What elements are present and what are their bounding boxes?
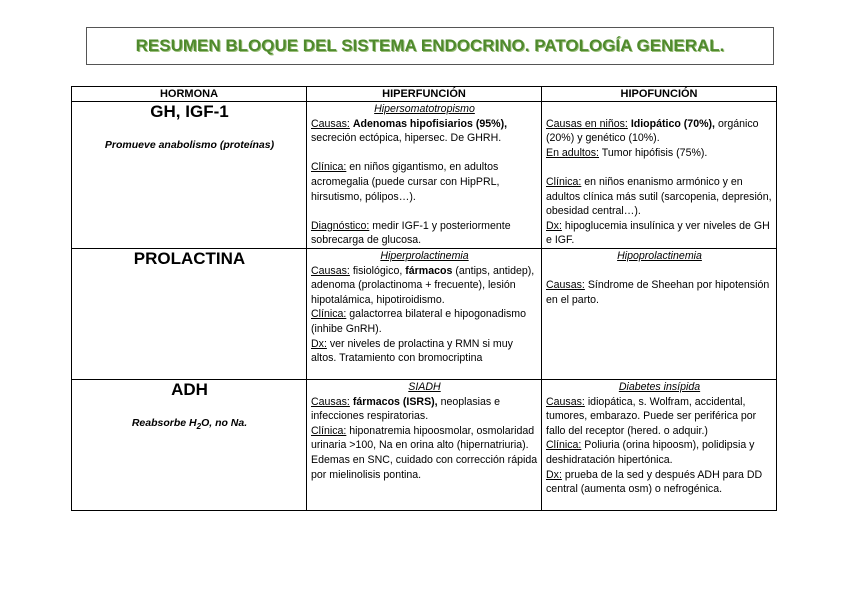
diagnostico-text: medir IGF-1 y posteriormente sobrecarga de glucosa.	[311, 219, 511, 247]
causas-bold: Adenomas hipofisiarios (95%),	[352, 117, 508, 130]
label-clinica: Clínica:	[311, 308, 347, 321]
hormone-cell-gh	[72, 102, 307, 249]
clinica-text: galactorrea bilateral e hipogonadismo (inhibe GnRH).	[311, 308, 526, 335]
dx-text: prueba de la sed y después ADH para DD central (aumenta osm) o nefrogénica.	[546, 468, 763, 496]
causas-text: Síndrome de Sheehan por hipotensión en el parto.	[546, 279, 770, 306]
title-box	[86, 27, 774, 65]
dx-text: hipoglucemia insulínica y ver niveles de GH e IGF.	[546, 219, 770, 247]
subtitle-adh-hipo: Diabetes insípida	[618, 380, 701, 393]
hormone-name-prolactina: PROLACTINA	[133, 248, 246, 268]
subtitle-gh-hiper: Hipersomatotropismo	[374, 103, 475, 115]
table-row-prolactina	[72, 248, 777, 379]
label-clinica: Clínica:	[546, 439, 582, 452]
hormone-cell-prolactina	[72, 248, 307, 379]
table-row-adh	[72, 379, 777, 510]
adultos-text: Tumor hipófisis (75%).	[601, 146, 708, 159]
hiper-cell-prolactina	[307, 248, 542, 379]
label-dx: Dx:	[546, 468, 562, 481]
label-causas: Causas en niños:	[546, 117, 628, 130]
hormone-note-gh: Promueve anabolismo (proteínas)	[104, 139, 275, 151]
header-hiperfuncion: HIPERFUNCIÓN	[307, 87, 542, 102]
clinica-text: en niños enanismo armónico y en adultos clínica más sutil (sarcopenia, depresión, obesidad central…).	[546, 175, 772, 218]
subtitle-prl-hipo: Hipoprolactinemia	[617, 249, 702, 262]
causas-text: secreción ectópica, hipersec. De GHRH.	[311, 132, 502, 145]
label-causas: Causas:	[311, 117, 350, 130]
hormone-note-adh: Reabsorbe $H_2O$, no Na.	[131, 416, 248, 432]
header-row	[72, 87, 777, 102]
hormone-name-gh: GH, IGF-1	[150, 102, 229, 121]
causas-text: orgánico (20%) y genético (10%).	[546, 117, 759, 145]
subtitle-prl-hiper: Hiperprolactinemia	[380, 249, 469, 262]
table-row-gh	[72, 102, 777, 249]
causas-text: (antips, antidep), adenoma (prolactinoma + frecuente), lesión hipotalámica, hipotiroidismo.	[311, 264, 535, 306]
causas-bold: Idiopático (70%),	[630, 117, 715, 130]
hipo-cell-gh	[542, 102, 777, 249]
label-dx: Dx:	[311, 337, 327, 350]
hormone-cell-adh	[72, 379, 307, 510]
clinica-text: Poliuria (orina hipoosm), polidipsia y deshidratación hipertónica.	[546, 439, 755, 466]
dx-text: ver niveles de prolactina y RMN si muy altos. Tratamiento con bromocriptina	[311, 337, 513, 365]
hipo-cell-adh	[542, 379, 777, 510]
header-hormona: HORMONA	[72, 87, 307, 102]
label-adultos: En adultos:	[546, 146, 600, 159]
label-dx: Dx:	[546, 219, 562, 232]
hipo-cell-prolactina	[542, 248, 777, 379]
hormone-name-adh: ADH	[171, 379, 208, 399]
header-hipofuncion: HIPOFUNCIÓN	[542, 87, 777, 102]
causas-bold: fármacos (ISRS),	[352, 395, 438, 408]
label-causas: Causas:	[311, 395, 350, 408]
causas-bold: fármacos	[405, 264, 453, 277]
label-causas: Causas:	[311, 264, 350, 277]
clinica-text: en niños gigantismo, en adultos acromegalia (puede cursar con HipPRL, hirsutismo, pólipos…).	[311, 161, 500, 203]
document-title: RESUMEN BLOQUE DEL SISTEMA ENDOCRINO. PATOLOGÍA GENERAL.	[135, 36, 725, 55]
label-clinica: Clínica:	[546, 175, 582, 188]
label-causas: Causas:	[546, 279, 585, 292]
causas-text: neoplasias e infecciones respiratorias.	[311, 395, 501, 423]
label-causas: Causas:	[546, 395, 585, 408]
label-clinica: Clínica:	[311, 161, 347, 174]
label-diagnostico: Diagnóstico:	[311, 219, 370, 232]
hiper-cell-gh	[307, 102, 542, 249]
label-clinica: Clínica:	[311, 424, 347, 437]
endocrine-table	[71, 86, 777, 511]
causas-text: idiopática, s. Wolfram, accidental, tumores, embarazo. Puede ser periférica por fallo del receptor (hered. o adquir.)	[546, 395, 757, 437]
clinica-text: hiponatremia hipoosmolar, osmolaridad urinaria >100, Na en orina alto (hipernatriuria). Edemas en SNC, cuidado con corrección rápida por mielinolisis pontina.	[311, 424, 538, 481]
subtitle-adh-hiper: SIADH	[408, 380, 441, 393]
causas-pre: fisiológico,	[352, 264, 403, 277]
hiper-cell-adh	[307, 379, 542, 510]
